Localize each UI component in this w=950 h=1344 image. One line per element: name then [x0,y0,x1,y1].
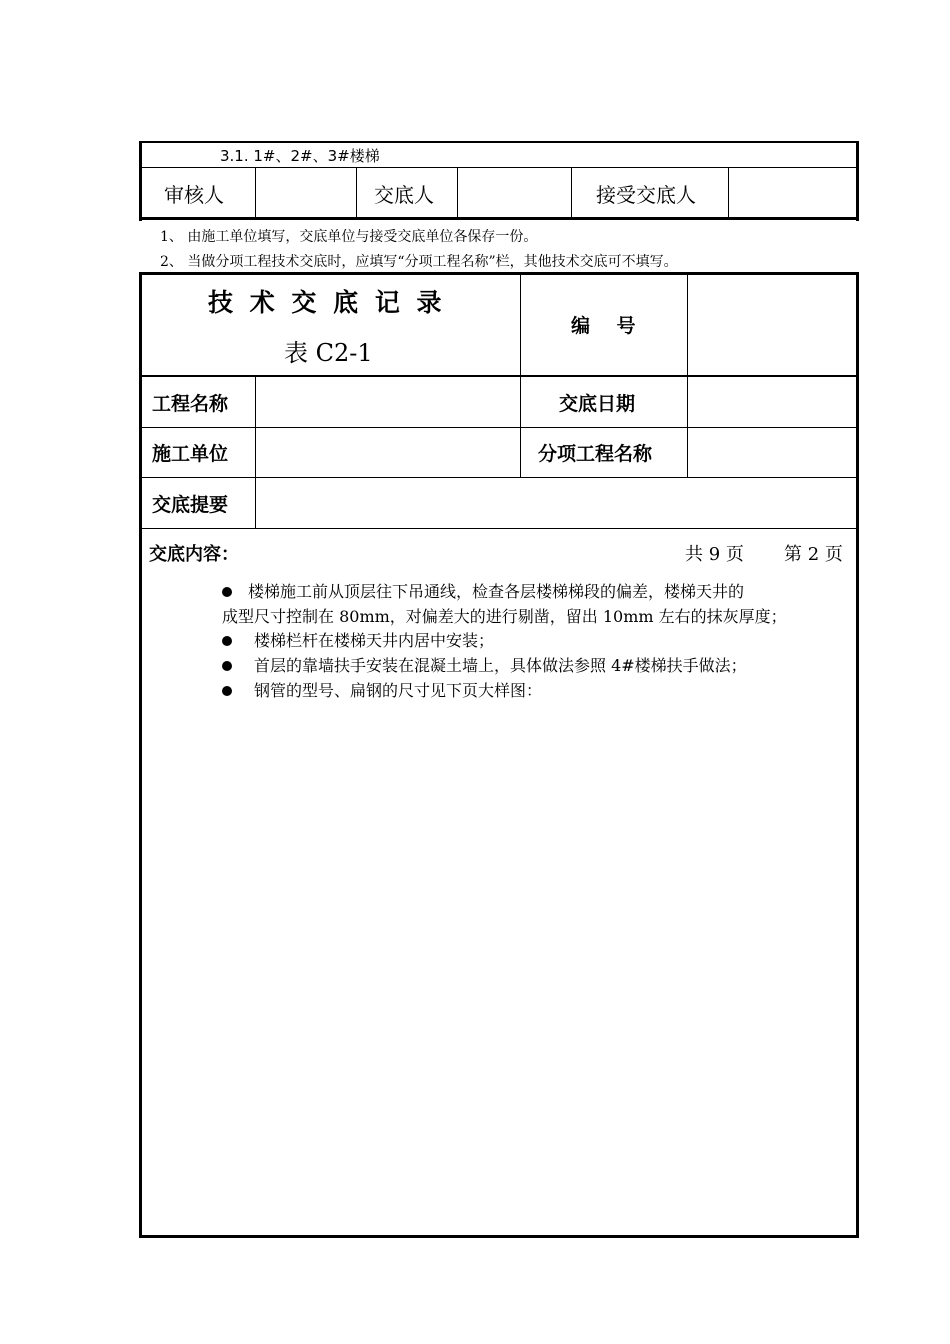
top-table-border-top [139,141,859,143]
summary-label: 交底提要 [152,494,229,516]
form-border-right [856,272,859,1238]
form-col-divider-left [255,377,256,528]
form-rule-row [139,427,859,428]
form-title: 技 术 交 底 记 录 [208,288,446,317]
top-table-border-left [139,141,142,221]
top-table-row-divider [139,167,859,168]
form-code: 表 C2-1 [284,339,373,367]
receiver-label: 接受交底人 [596,183,696,207]
contractor-label: 施工单位 [152,443,229,465]
form-rule-row [139,528,859,529]
note-1: 1、 由施工单位填写，交底单位与接受交底单位各保存一份。 [160,229,538,245]
form-col-divider-mid [520,275,521,478]
content-item-3: 首层的靠墙扶手安装在混凝土墙上，具体做法参照 4#楼梯扶手做法； [254,656,747,675]
reviewer-label: 审核人 [164,183,224,207]
top-table-col-divider [255,168,256,218]
content-item-1-cont: 成型尺寸控制在 80mm，对偏差大的进行剔凿，留出 10mm 左右的抹灰厚度； [222,607,787,626]
bullet-icon [222,587,232,597]
note-2: 2、 当做分项工程技术交底时，应填写“分项工程名称”栏，其他技术交底可不填写。 [160,254,678,270]
content-item-4: 钢管的型号、扁钢的尺寸见下页大样图： [254,681,543,700]
bullet-icon [222,686,232,696]
form-rule-row [139,477,859,478]
project-name-label: 工程名称 [152,393,229,415]
form-border-bottom [139,1235,859,1238]
top-table-border-bottom [139,217,859,220]
page-total: 共 9 页 [685,544,744,565]
form-border-top [139,272,859,275]
form-border-left [139,272,142,1238]
content-item-1: 楼梯施工前从顶层往下吊通线，检查各层楼梯梯段的偏差，楼梯天井的 [248,582,745,601]
top-table-col-divider [571,168,572,218]
section-heading: 3.1. 1#、2#、3#楼梯 [220,147,380,165]
presenter-label: 交底人 [374,183,434,207]
form-col-divider-right [687,275,688,478]
top-table-col-divider [457,168,458,218]
number-label: 编 号 [571,315,636,337]
form-rule-header [139,375,859,377]
bullet-icon [222,661,232,671]
page-current: 第 2 页 [784,544,843,565]
top-table-col-divider [356,168,357,218]
bullet-icon [222,636,232,646]
content-label: 交底内容： [149,544,239,565]
top-table-col-divider [728,168,729,218]
top-table-border-right [856,141,859,221]
content-item-2: 楼梯栏杆在楼梯天井内居中安装； [254,631,495,650]
subitem-label: 分项工程名称 [538,443,653,465]
date-label: 交底日期 [559,393,636,415]
